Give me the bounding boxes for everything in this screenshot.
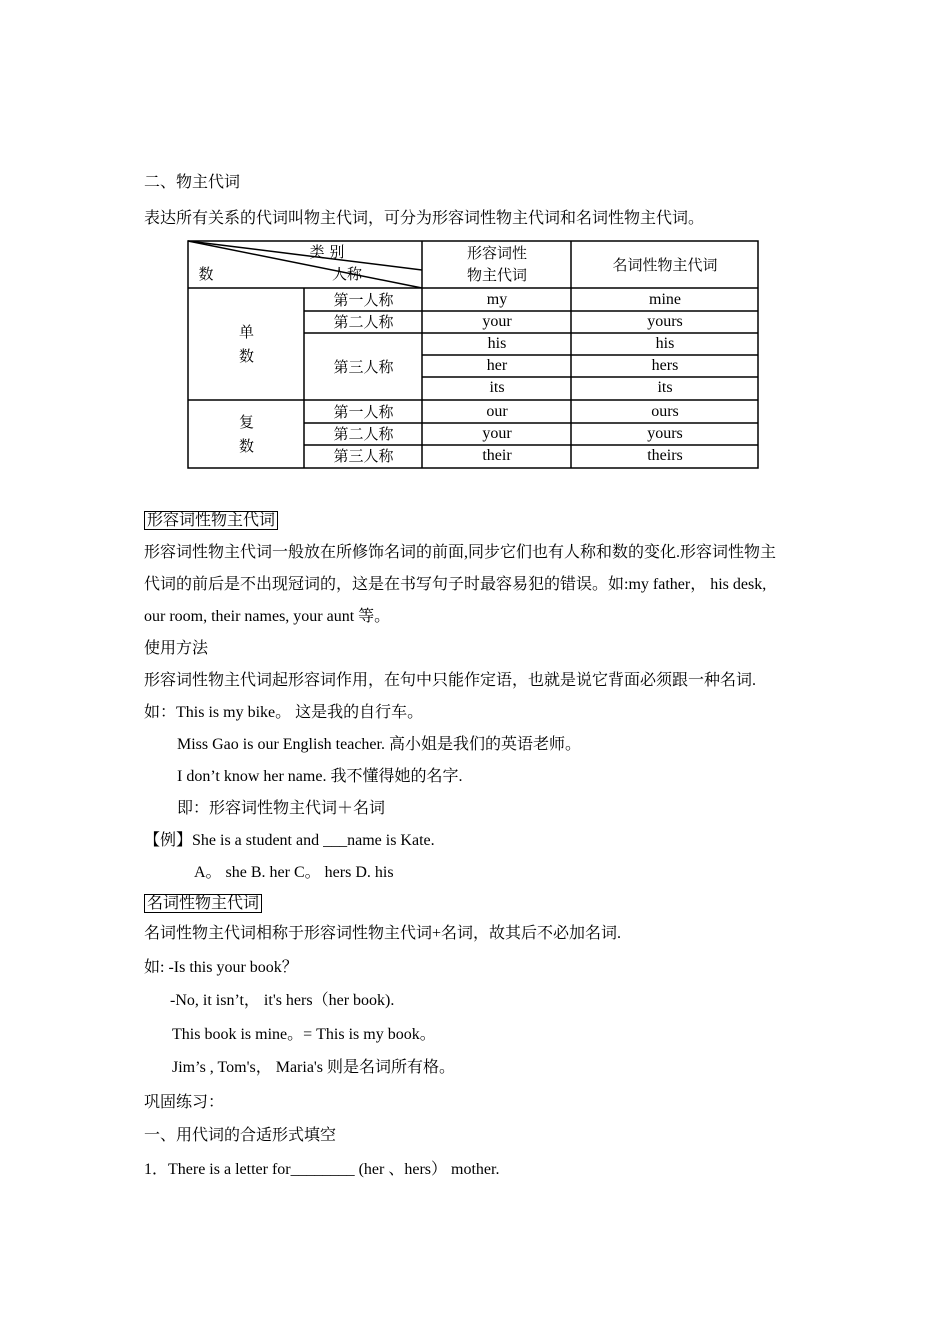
noun-desc: 名词性物主代词相称于形容词性物主代词+名词，故其后不必加名词. (144, 925, 622, 942)
row-noun: mine (649, 291, 681, 308)
label-plural-1: 复 (238, 413, 254, 431)
header-number: 数 (198, 265, 214, 283)
row-person: 第三人称 (333, 447, 394, 465)
row-person: 第一人称 (333, 291, 394, 309)
adj-desc-line3: our room, their names, your aunt 等。 (144, 608, 391, 625)
adj-heading (144, 511, 278, 531)
noun-example-3: This book is mine。= This is my book。 (172, 1026, 436, 1043)
label-singular-1: 单 (238, 323, 254, 341)
row-person: 第二人称 (333, 425, 394, 443)
header-person: 人称 (331, 265, 362, 283)
header-category: 类 别 (309, 243, 345, 261)
intro-text: 表达所有关系的代词叫物主代词，可分为形容词性物主代词和名词性物主代词。 (144, 210, 705, 227)
noun-example-2: -No, it isn’t， it's hers（her book). (170, 992, 395, 1009)
row-adj: my (486, 291, 508, 308)
example-options: A。 she B. her C。 hers D. his (194, 864, 394, 881)
question-1: 1．There is a letter for________ (her 、hers） mother. (144, 1161, 500, 1178)
row-person: 第一人称 (333, 403, 394, 421)
example-line-4: 即：形容词性物主代词＋名词 (177, 800, 386, 817)
usage-heading: 使用方法 (144, 640, 209, 657)
label-singular-2: 数 (238, 347, 254, 365)
row-noun: his (655, 335, 675, 352)
row-adj: your (482, 425, 512, 442)
row-person: 第二人称 (333, 313, 394, 331)
row-noun: theirs (647, 447, 683, 464)
row-noun: its (657, 379, 673, 396)
row-adj: their (482, 447, 512, 464)
row-adj: its (489, 379, 505, 396)
example-line-2: Miss Gao is our English teacher. 高小姐是我们的英语老师。 (177, 736, 581, 753)
usage-desc: 形容词性物主代词起形容词作用，在句中只能作定语，也就是说它背面必须跟一种名词. (144, 672, 757, 689)
adj-desc-line2: 代词的前后是不出现冠词的，这是在书写句子时最容易犯的错误。如:my father， his desk, (144, 576, 767, 593)
row-adj: our (486, 403, 508, 420)
row-noun: hers (651, 357, 679, 374)
section-title: 二、物主代词 (144, 174, 241, 191)
noun-heading-label: 名词性物主代词 (144, 894, 262, 913)
row-noun: ours (651, 403, 679, 420)
row-adj: his (487, 335, 507, 352)
practice-heading: 巩固练习： (144, 1094, 225, 1111)
pronoun-table (187, 240, 759, 469)
row-noun: yours (647, 425, 683, 442)
header-adj-line1: 形容词性 (466, 244, 527, 262)
example-line-3: I don’t know her name. 我不懂得她的名字. (177, 768, 463, 785)
noun-example-1: 如: -Is this your book？ (144, 959, 298, 976)
noun-heading (144, 894, 262, 914)
row-adj: her (486, 357, 508, 374)
header-noun: 名词性物主代词 (612, 256, 718, 274)
example-line-1: 如：This is my bike。 这是我的自行车。 (144, 704, 424, 721)
practice-subheading: 一、用代词的合适形式填空 (144, 1127, 337, 1144)
row-person-third: 第三人称 (333, 357, 394, 376)
noun-example-4: Jim’s , Tom's， Maria's 则是名词所有格。 (172, 1059, 456, 1076)
adj-desc-line1: 形容词性物主代词一般放在所修饰名词的前面,同步它们也有人称和数的变化.形容词性物主 (144, 544, 777, 561)
header-adj-line2: 物主代词 (466, 266, 527, 284)
row-noun: yours (647, 313, 683, 330)
label-plural-2: 数 (238, 437, 254, 455)
adj-heading-label: 形容词性物主代词 (144, 511, 278, 530)
row-adj: your (482, 313, 512, 330)
example-question: 【例】She is a student and ___name is Kate. (144, 832, 435, 849)
